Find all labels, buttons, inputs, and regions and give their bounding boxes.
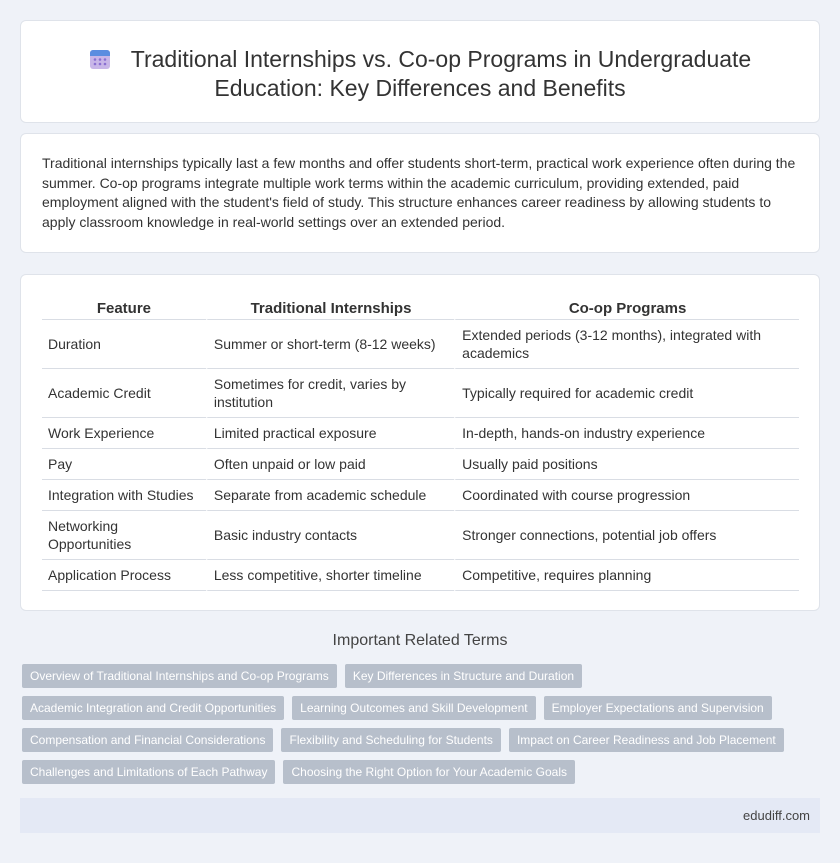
table-header-row [42, 294, 799, 320]
related-tag[interactable]: Employer Expectations and Supervision [544, 696, 772, 720]
related-tag[interactable]: Compensation and Financial Considerations [22, 728, 273, 752]
related-tags [22, 664, 822, 792]
table-cell: Coordinated with course progression [454, 480, 799, 511]
intro-paragraph: Traditional internships typically last a few months and offer students short-term, practical work experience often during the summer. Co-op programs integrate multiple work terms within the academic curriculum, providing extended, paid employment aligned with the student's field of study. This structure enhances career readiness by allowing students to apply classroom knowledge in real-world settings over an extended period. [42, 155, 796, 230]
tag-row [22, 760, 822, 784]
title-line-2: Education: Key Differences and Benefits [214, 75, 626, 101]
table-row [42, 511, 799, 560]
table-row [42, 418, 799, 449]
table-cell: Typically required for academic credit [454, 369, 799, 418]
table-cell: Extended periods (3-12 months), integrated with academics [454, 320, 799, 369]
title-line-1: Traditional Internships vs. Co-op Programs in Undergraduate [130, 46, 752, 72]
table-cell: Limited practical exposure [206, 418, 454, 449]
tag-row [22, 664, 822, 688]
footer-site[interactable]: edudiff.com [743, 808, 810, 823]
comparison-table [42, 294, 799, 591]
related-tag[interactable]: Choosing the Right Option for Your Academic Goals [283, 760, 575, 784]
related-tag[interactable]: Challenges and Limitations of Each Pathway [22, 760, 275, 784]
intro-card [20, 133, 820, 253]
related-tag[interactable]: Key Differences in Structure and Duration [345, 664, 582, 688]
table-row [42, 560, 799, 591]
table-cell: Usually paid positions [454, 449, 799, 480]
table-cell: Academic Credit [42, 369, 206, 418]
comparison-card [20, 274, 820, 611]
calendar-icon [89, 48, 111, 70]
table-cell: Stronger connections, potential job offers [454, 511, 799, 560]
table-row [42, 369, 799, 418]
page-title [21, 45, 819, 103]
table-cell: Integration with Studies [42, 480, 206, 511]
table-cell: Less competitive, shorter timeline [206, 560, 454, 591]
footer [20, 798, 820, 833]
table-cell: Summer or short-term (8-12 weeks) [206, 320, 454, 369]
related-tag[interactable]: Academic Integration and Credit Opportunities [22, 696, 284, 720]
table-cell: Work Experience [42, 418, 206, 449]
related-terms-title: Important Related Terms [332, 632, 508, 649]
table-cell: Duration [42, 320, 206, 369]
title-card [20, 20, 820, 123]
related-tag[interactable]: Impact on Career Readiness and Job Placement [509, 728, 784, 752]
table-cell: Basic industry contacts [206, 511, 454, 560]
tag-row [22, 728, 822, 752]
related-tag[interactable]: Learning Outcomes and Skill Development [292, 696, 535, 720]
table-cell: Often unpaid or low paid [206, 449, 454, 480]
table-cell: Competitive, requires planning [454, 560, 799, 591]
table-cell: Pay [42, 449, 206, 480]
header-traditional: Traditional Internships [206, 294, 454, 320]
table-cell: Application Process [42, 560, 206, 591]
table-cell: Separate from academic schedule [206, 480, 454, 511]
table-cell: Networking Opportunities [42, 511, 206, 560]
table-row [42, 449, 799, 480]
tag-row [22, 696, 822, 720]
table-row [42, 320, 799, 369]
table-cell: In-depth, hands-on industry experience [454, 418, 799, 449]
header-feature: Feature [42, 294, 206, 320]
header-coop: Co-op Programs [454, 294, 799, 320]
related-tag[interactable]: Flexibility and Scheduling for Students [281, 728, 500, 752]
table-row [42, 480, 799, 511]
related-tag[interactable]: Overview of Traditional Internships and Co-op Programs [22, 664, 337, 688]
table-cell: Sometimes for credit, varies by institution [206, 369, 454, 418]
